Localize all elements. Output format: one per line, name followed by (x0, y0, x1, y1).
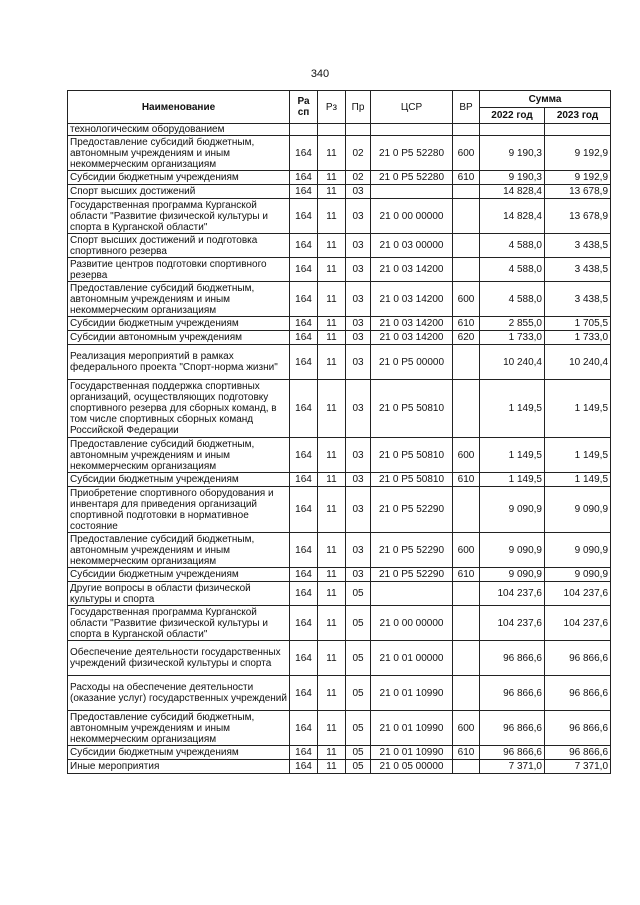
cell-rz: 11 (318, 438, 346, 473)
table-row (68, 345, 611, 380)
cell-ra: 164 (290, 234, 318, 258)
table-body (68, 124, 611, 774)
cell-ra: 164 (290, 641, 318, 676)
cell-csr: 21 0 01 10990 (371, 676, 453, 711)
cell-csr: 21 0 03 00000 (371, 234, 453, 258)
cell-2023: 96 866,6 (545, 641, 611, 676)
cell-name: Субсидии бюджетным учреждениям (68, 473, 290, 487)
budget-table (67, 90, 611, 774)
cell-ra: 164 (290, 380, 318, 438)
cell-pr: 03 (346, 234, 371, 258)
cell-csr: 21 0 P5 00000 (371, 345, 453, 380)
cell-csr (371, 185, 453, 199)
cell-pr (346, 124, 371, 136)
cell-vr (453, 124, 480, 136)
cell-name: технологическим оборудованием (68, 124, 290, 136)
cell-rz: 11 (318, 317, 346, 331)
cell-csr (371, 124, 453, 136)
cell-csr: 21 0 01 10990 (371, 746, 453, 760)
cell-pr: 03 (346, 438, 371, 473)
table-row (68, 473, 611, 487)
cell-pr: 03 (346, 487, 371, 533)
cell-pr: 02 (346, 171, 371, 185)
cell-vr (453, 676, 480, 711)
cell-name: Предоставление субсидий бюджетным, автономным учреждениям и иным некоммерческим организациям (68, 533, 290, 568)
table-row (68, 711, 611, 746)
cell-2022 (480, 124, 545, 136)
cell-2022: 7 371,0 (480, 760, 545, 774)
cell-rz: 11 (318, 641, 346, 676)
cell-vr: 610 (453, 473, 480, 487)
cell-pr: 03 (346, 282, 371, 317)
cell-2023: 1 733,0 (545, 331, 611, 345)
cell-vr (453, 199, 480, 234)
table-row (68, 199, 611, 234)
cell-vr (453, 345, 480, 380)
cell-rz: 11 (318, 533, 346, 568)
header-csr: ЦСР (371, 91, 453, 124)
cell-pr: 05 (346, 606, 371, 641)
cell-2023: 9 192,9 (545, 136, 611, 171)
cell-ra: 164 (290, 331, 318, 345)
cell-rz: 11 (318, 345, 346, 380)
cell-ra: 164 (290, 473, 318, 487)
cell-rz: 11 (318, 487, 346, 533)
cell-csr: 21 0 P5 52280 (371, 171, 453, 185)
cell-2023: 10 240,4 (545, 345, 611, 380)
cell-vr: 610 (453, 746, 480, 760)
cell-ra: 164 (290, 258, 318, 282)
cell-ra: 164 (290, 438, 318, 473)
cell-2023 (545, 124, 611, 136)
table-header (68, 91, 611, 124)
cell-pr: 03 (346, 258, 371, 282)
table-row (68, 533, 611, 568)
cell-2023: 96 866,6 (545, 676, 611, 711)
cell-2023: 3 438,5 (545, 282, 611, 317)
cell-ra: 164 (290, 533, 318, 568)
table-row (68, 317, 611, 331)
cell-2022: 96 866,6 (480, 711, 545, 746)
cell-rz: 11 (318, 136, 346, 171)
cell-2022: 1 149,5 (480, 380, 545, 438)
cell-name: Расходы на обеспечение деятельности (оказание услуг) государственных учреждений (68, 676, 290, 711)
cell-2023: 9 090,9 (545, 487, 611, 533)
cell-2022: 104 237,6 (480, 582, 545, 606)
cell-2023: 9 090,9 (545, 568, 611, 582)
cell-name: Предоставление субсидий бюджетным, автономным учреждениям и иным некоммерческим организациям (68, 282, 290, 317)
header-sum: Сумма (480, 91, 611, 108)
cell-vr: 600 (453, 136, 480, 171)
table-row (68, 331, 611, 345)
cell-2023: 96 866,6 (545, 711, 611, 746)
cell-rz: 11 (318, 331, 346, 345)
cell-csr: 21 0 00 00000 (371, 199, 453, 234)
cell-csr: 21 0 P5 52290 (371, 568, 453, 582)
cell-rz: 11 (318, 282, 346, 317)
cell-ra: 164 (290, 345, 318, 380)
cell-2023: 3 438,5 (545, 234, 611, 258)
cell-csr: 21 0 01 00000 (371, 641, 453, 676)
cell-rz: 11 (318, 568, 346, 582)
table-row (68, 234, 611, 258)
cell-ra: 164 (290, 582, 318, 606)
cell-name: Субсидии бюджетным учреждениям (68, 317, 290, 331)
cell-2022: 1 733,0 (480, 331, 545, 345)
table-row (68, 641, 611, 676)
cell-ra: 164 (290, 171, 318, 185)
cell-2023: 13 678,9 (545, 199, 611, 234)
table-row (68, 760, 611, 774)
header-pr: Пр (346, 91, 371, 124)
cell-2022: 4 588,0 (480, 282, 545, 317)
cell-name: Предоставление субсидий бюджетным, автономным учреждениям и иным некоммерческим организациям (68, 136, 290, 171)
cell-rz: 11 (318, 473, 346, 487)
cell-2023: 9 192,9 (545, 171, 611, 185)
cell-name: Предоставление субсидий бюджетным, автономным учреждениям и иным некоммерческим организациям (68, 438, 290, 473)
cell-pr: 03 (346, 185, 371, 199)
cell-vr (453, 582, 480, 606)
cell-pr: 03 (346, 199, 371, 234)
header-vr: ВР (453, 91, 480, 124)
cell-ra: 164 (290, 487, 318, 533)
cell-name: Государственная программа Курганской области "Развитие физической культуры и спорта в Курганской области" (68, 199, 290, 234)
cell-ra (290, 124, 318, 136)
cell-vr (453, 380, 480, 438)
cell-name: Субсидии бюджетным учреждениям (68, 746, 290, 760)
cell-vr: 600 (453, 282, 480, 317)
cell-rz: 11 (318, 199, 346, 234)
cell-name: Иные мероприятия (68, 760, 290, 774)
cell-name: Спорт высших достижений и подготовка спортивного резерва (68, 234, 290, 258)
cell-ra: 164 (290, 282, 318, 317)
cell-rz: 11 (318, 676, 346, 711)
header-year-2023: 2023 год (545, 108, 611, 124)
cell-vr: 600 (453, 711, 480, 746)
cell-csr: 21 0 P5 50810 (371, 473, 453, 487)
cell-pr: 05 (346, 760, 371, 774)
cell-name: Реализация мероприятий в рамках федерального проекта "Спорт-норма жизни" (68, 345, 290, 380)
cell-ra: 164 (290, 199, 318, 234)
cell-ra: 164 (290, 676, 318, 711)
cell-vr (453, 234, 480, 258)
cell-ra: 164 (290, 136, 318, 171)
cell-ra: 164 (290, 185, 318, 199)
cell-pr: 05 (346, 641, 371, 676)
cell-2023: 9 090,9 (545, 533, 611, 568)
cell-name: Приобретение спортивного оборудования и инвентаря для приведения организаций спортивной подготовки в нормативное состояние (68, 487, 290, 533)
cell-rz: 11 (318, 711, 346, 746)
cell-2022: 9 190,3 (480, 136, 545, 171)
cell-pr: 05 (346, 676, 371, 711)
cell-csr: 21 0 00 00000 (371, 606, 453, 641)
cell-csr: 21 0 03 14200 (371, 317, 453, 331)
cell-2023: 1 149,5 (545, 473, 611, 487)
cell-rz: 11 (318, 606, 346, 641)
cell-pr: 05 (346, 711, 371, 746)
page-number: 340 (310, 68, 330, 80)
table-row (68, 568, 611, 582)
cell-ra: 164 (290, 606, 318, 641)
cell-ra: 164 (290, 568, 318, 582)
table-row (68, 185, 611, 199)
cell-rz: 11 (318, 258, 346, 282)
cell-2022: 9 090,9 (480, 487, 545, 533)
cell-name: Обеспечение деятельности государственных учреждений физической культуры и спорта (68, 641, 290, 676)
cell-2022: 96 866,6 (480, 676, 545, 711)
cell-name: Субсидии автономным учреждениям (68, 331, 290, 345)
cell-ra: 164 (290, 760, 318, 774)
cell-rz: 11 (318, 234, 346, 258)
header-year-2022: 2022 год (480, 108, 545, 124)
cell-2023: 13 678,9 (545, 185, 611, 199)
cell-csr (371, 582, 453, 606)
cell-vr: 610 (453, 568, 480, 582)
cell-pr: 05 (346, 582, 371, 606)
cell-vr (453, 760, 480, 774)
cell-pr: 03 (346, 345, 371, 380)
cell-csr: 21 0 P5 52290 (371, 487, 453, 533)
cell-name: Развитие центров подготовки спортивного резерва (68, 258, 290, 282)
cell-vr: 610 (453, 317, 480, 331)
cell-rz: 11 (318, 746, 346, 760)
cell-name: Государственная программа Курганской области "Развитие физической культуры и спорта в Курганской области" (68, 606, 290, 641)
table-row (68, 380, 611, 438)
cell-2022: 14 828,4 (480, 199, 545, 234)
cell-2022: 14 828,4 (480, 185, 545, 199)
cell-rz: 11 (318, 380, 346, 438)
cell-rz: 11 (318, 185, 346, 199)
cell-2022: 10 240,4 (480, 345, 545, 380)
cell-pr: 03 (346, 473, 371, 487)
cell-vr: 610 (453, 171, 480, 185)
table-row (68, 438, 611, 473)
cell-2023: 7 371,0 (545, 760, 611, 774)
cell-pr: 03 (346, 568, 371, 582)
table-row (68, 136, 611, 171)
cell-name: Другие вопросы в области физической культуры и спорта (68, 582, 290, 606)
header-rz: Рз (318, 91, 346, 124)
cell-vr: 620 (453, 331, 480, 345)
cell-ra: 164 (290, 746, 318, 760)
cell-name: Предоставление субсидий бюджетным, автономным учреждениям и иным некоммерческим организациям (68, 711, 290, 746)
cell-csr: 21 0 01 10990 (371, 711, 453, 746)
cell-2022: 2 855,0 (480, 317, 545, 331)
cell-csr: 21 0 03 14200 (371, 258, 453, 282)
table-row (68, 606, 611, 641)
cell-rz: 11 (318, 582, 346, 606)
cell-vr (453, 641, 480, 676)
table-row (68, 676, 611, 711)
cell-ra: 164 (290, 317, 318, 331)
cell-pr: 03 (346, 331, 371, 345)
cell-vr: 600 (453, 438, 480, 473)
cell-csr: 21 0 P5 52290 (371, 533, 453, 568)
cell-vr: 600 (453, 533, 480, 568)
cell-2023: 1 149,5 (545, 380, 611, 438)
cell-2022: 96 866,6 (480, 641, 545, 676)
cell-2023: 3 438,5 (545, 258, 611, 282)
cell-rz (318, 124, 346, 136)
table-row (68, 124, 611, 136)
table-row (68, 171, 611, 185)
cell-2022: 1 149,5 (480, 438, 545, 473)
cell-2022: 9 090,9 (480, 568, 545, 582)
cell-vr (453, 606, 480, 641)
table-row (68, 746, 611, 760)
table-row (68, 487, 611, 533)
cell-csr: 21 0 03 14200 (371, 282, 453, 317)
cell-rz: 11 (318, 760, 346, 774)
cell-csr: 21 0 P5 50810 (371, 438, 453, 473)
cell-csr: 21 0 P5 50810 (371, 380, 453, 438)
cell-pr: 03 (346, 533, 371, 568)
cell-2023: 1 149,5 (545, 438, 611, 473)
cell-2023: 1 705,5 (545, 317, 611, 331)
cell-2022: 96 866,6 (480, 746, 545, 760)
cell-rz: 11 (318, 171, 346, 185)
cell-name: Спорт высших достижений (68, 185, 290, 199)
cell-name: Субсидии бюджетным учреждениям (68, 568, 290, 582)
cell-pr: 03 (346, 380, 371, 438)
cell-csr: 21 0 03 14200 (371, 331, 453, 345)
cell-2023: 104 237,6 (545, 582, 611, 606)
table-row (68, 258, 611, 282)
cell-csr: 21 0 P5 52280 (371, 136, 453, 171)
header-name: Наименование (68, 91, 290, 124)
cell-pr: 05 (346, 746, 371, 760)
cell-name: Государственная поддержка спортивных организаций, осуществляющих подготовку спортивного резерва для сборных команд, в том числе спортивных сборных команд Российской Федерации (68, 380, 290, 438)
cell-csr: 21 0 05 00000 (371, 760, 453, 774)
cell-2022: 104 237,6 (480, 606, 545, 641)
cell-vr (453, 185, 480, 199)
cell-vr (453, 487, 480, 533)
cell-2023: 96 866,6 (545, 746, 611, 760)
cell-2023: 104 237,6 (545, 606, 611, 641)
cell-2022: 1 149,5 (480, 473, 545, 487)
table-row (68, 582, 611, 606)
cell-2022: 9 190,3 (480, 171, 545, 185)
cell-pr: 02 (346, 136, 371, 171)
cell-2022: 4 588,0 (480, 258, 545, 282)
cell-pr: 03 (346, 317, 371, 331)
table-row (68, 282, 611, 317)
header-ra: Ра сп (290, 91, 318, 124)
cell-vr (453, 258, 480, 282)
cell-2022: 4 588,0 (480, 234, 545, 258)
cell-ra: 164 (290, 711, 318, 746)
cell-name: Субсидии бюджетным учреждениям (68, 171, 290, 185)
cell-2022: 9 090,9 (480, 533, 545, 568)
